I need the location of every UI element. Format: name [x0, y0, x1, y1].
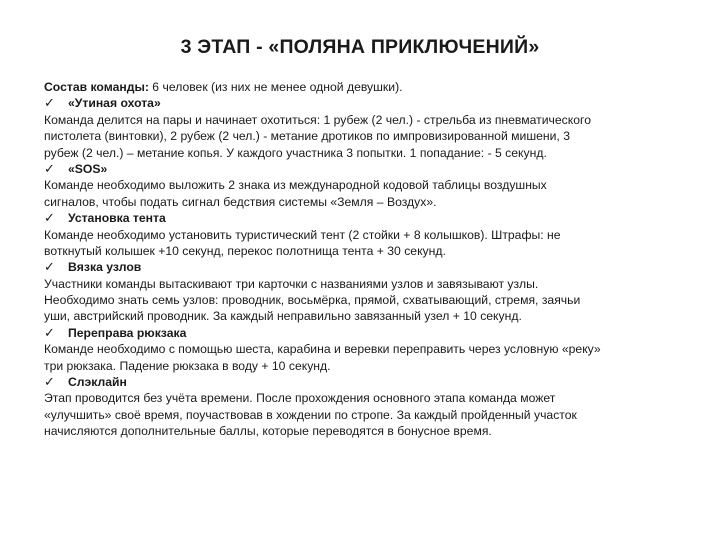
section-backpack-crossing [44, 325, 684, 374]
team-label: Состав команды: [44, 80, 149, 94]
checkmark-icon: ✓ [44, 375, 55, 391]
section-tent [44, 210, 684, 259]
section-text-line: «улучшить» своё время, поучаствовав в хождении по стропе. За каждый пройденный участок [44, 407, 577, 422]
slide-content [44, 79, 684, 440]
section-heading: Вязка узлов [68, 260, 142, 275]
section-text-line: Команде необходимо установить туристический тент (2 стойки + 8 колышков). Штрафы: не [44, 227, 561, 242]
section-text-line: начисляются дополнительные баллы, которые переводятся в бонусное время. [44, 424, 492, 439]
slide-title: 3 ЭТАП - «ПОЛЯНА ПРИКЛЮЧЕНИЙ» [180, 36, 540, 58]
section-text-line: Необходимо знать семь узлов: проводник, восьмёрка, прямой, схватывающий, стремя, заячьи [44, 293, 581, 308]
checkmark-icon: ✓ [44, 211, 55, 227]
section-text-line: уши, австрийский проводник. За каждый неправильно завязанный узел + 10 секунд. [44, 309, 522, 324]
checkmark-icon: ✓ [44, 325, 55, 341]
team-text: 6 человек (из них не менее одной девушки). [148, 80, 403, 94]
section-duck-hunt [44, 95, 684, 161]
checkmark-icon: ✓ [44, 260, 55, 276]
section-heading: Слэклайн [68, 375, 127, 390]
section-text-line: Участники команды вытаскивают три карточки с названиями узлов и завязывают узлы. [44, 276, 539, 291]
team-composition [44, 79, 684, 95]
section-text-line: воткнутый колышек +10 секунд, перекос полотнища тента + 30 секунд. [44, 243, 446, 258]
section-text-line: три рюкзака. Падение рюкзака в воду + 10 секунд. [44, 358, 331, 373]
checkmark-icon: ✓ [44, 161, 55, 177]
section-text-line: Команда делится на пары и начинает охотиться: 1 рубеж (2 чел.) - стрельба из пневматического [44, 112, 591, 127]
section-heading: «SOS» [68, 161, 108, 176]
section-heading: «Утиная охота» [68, 96, 161, 111]
section-text-line: рубеж (2 чел.) – метание копья. У каждого участника 3 попытки. 1 попадание: - 5 секунд. [44, 145, 547, 160]
section-text-line: Этап проводится без учёта времени. После прохождения основного этапа команда может [44, 391, 556, 406]
checkmark-icon: ✓ [44, 96, 55, 112]
section-slackline [44, 374, 684, 440]
section-text-line: сигналов, чтобы подать сигнал бедствия системы «Земля – Воздух». [44, 194, 437, 209]
section-heading: Установка тента [68, 211, 166, 226]
section-text-line: пистолета (винтовки), 2 рубеж (2 чел.) - метание дротиков по импровизированной мишени, 3 [44, 129, 570, 144]
section-text-line: Команде необходимо с помощью шеста, карабина и веревки переправить через условную «реку» [44, 342, 601, 357]
section-sos [44, 161, 684, 210]
section-heading: Переправа рюкзака [68, 325, 187, 340]
section-knots [44, 259, 684, 325]
section-text-line: Команде необходимо выложить 2 знака из международной кодовой таблицы воздушных [44, 178, 547, 193]
